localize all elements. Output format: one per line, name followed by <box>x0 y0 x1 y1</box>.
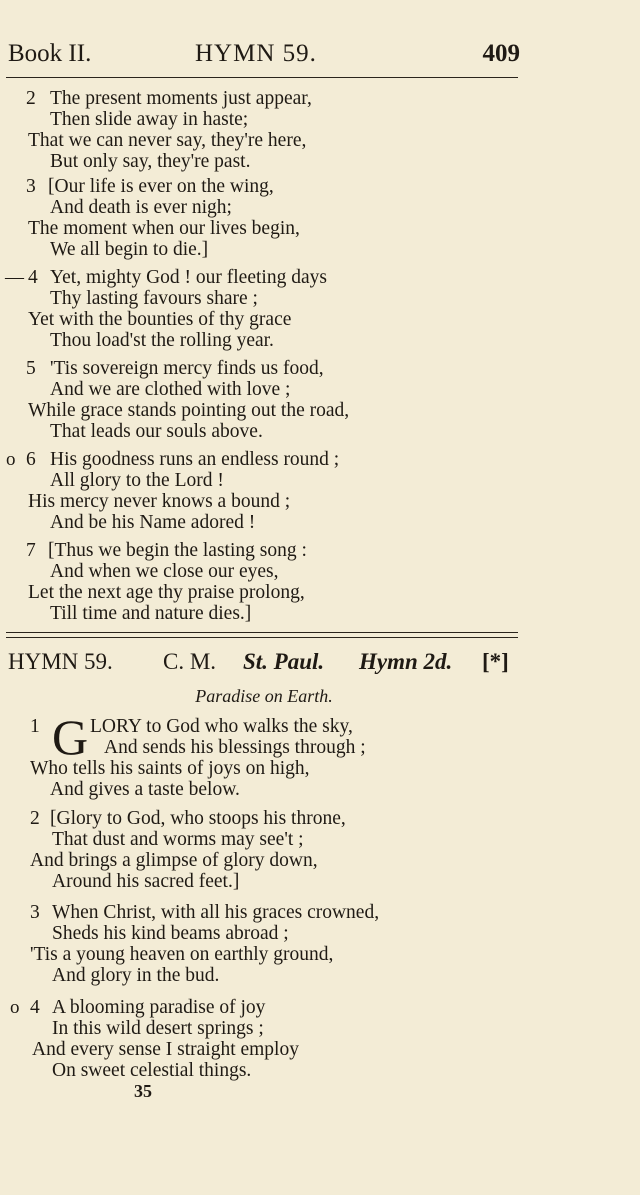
verse-line: Let the next age thy praise prolong, <box>28 582 305 603</box>
verse-line: His goodness runs an endless round ; <box>50 449 340 470</box>
stanza-number: 3 <box>26 176 36 197</box>
stanza-number: 5 <box>26 358 36 379</box>
stanza-number: 4 <box>28 267 38 288</box>
verse-line: All glory to the Lord ! <box>50 470 224 491</box>
stanza-mark-circle: o <box>10 997 20 1018</box>
verse-line: LORY to God who walks the sky, <box>90 716 353 737</box>
stanza-mark-circle: o <box>6 449 16 470</box>
hymn-flag: [*] <box>482 649 509 674</box>
section-rule-bottom <box>6 637 518 638</box>
verse-line: A blooming paradise of joy <box>52 997 266 1018</box>
verse-line: Then slide away in haste; <box>50 109 249 130</box>
verse-line: And glory in the bud. <box>52 965 220 986</box>
verse-line: 'Tis a young heaven on earthly ground, <box>30 944 334 965</box>
verse-line: We all begin to die.] <box>50 239 209 260</box>
hymn-meter: C. M. <box>163 649 217 674</box>
verse-line: That leads our souls above. <box>50 421 263 442</box>
verse-line: That we can never say, they're here, <box>28 130 307 151</box>
verse-line: The moment when our lives begin, <box>28 218 300 239</box>
verse-line: His mercy never knows a bound ; <box>28 491 291 512</box>
stanza-number: 1 <box>30 716 40 737</box>
signature-mark: 35 <box>134 1081 152 1101</box>
book-label: Book II. <box>8 40 92 67</box>
verse-line: [Our life is ever on the wing, <box>48 176 274 197</box>
verse-line: Around his sacred feet.] <box>52 871 240 892</box>
verse-line: That dust and worms may see't ; <box>52 829 304 850</box>
stanza-number: 6 <box>26 449 36 470</box>
hymn-tune: St. Paul. <box>243 649 325 674</box>
verse-line: Thy lasting favours share ; <box>50 288 258 309</box>
verse-line: The present moments just appear, <box>50 88 312 109</box>
hymn-number: HYMN 59. <box>8 649 113 674</box>
verse-line: Yet, mighty God ! our fleeting days <box>50 267 327 288</box>
verse-line: Till time and nature dies.] <box>50 603 252 624</box>
verse-line: And gives a taste below. <box>50 779 240 800</box>
verse-line: [Glory to God, who stoops his throne, <box>50 808 346 829</box>
hymn-book-ref: Hymn 2d. <box>359 649 453 674</box>
verse-line: Thou load'st the rolling year. <box>50 330 274 351</box>
page-number: 409 <box>482 40 520 67</box>
verse-line: And brings a glimpse of glory down, <box>30 850 318 871</box>
stanza-number: 4 <box>30 997 40 1018</box>
verse-line: [Thus we begin the lasting song : <box>48 540 307 561</box>
hymn-heading <box>8 649 520 681</box>
verse-line: On sweet celestial things. <box>52 1060 252 1081</box>
stanza-number: 3 <box>30 902 40 923</box>
verse-line: And sends his blessings through ; <box>104 737 366 758</box>
section-rule-top <box>6 632 518 633</box>
verse-line: And be his Name adored ! <box>50 512 256 533</box>
verse-line: And when we close our eyes, <box>50 561 279 582</box>
stanza-number: 2 <box>26 88 36 109</box>
verse-line: In this wild desert springs ; <box>52 1018 264 1039</box>
verse-line: And death is ever nigh; <box>50 197 232 218</box>
verse-line: 'Tis sovereign mercy finds us food, <box>50 358 324 379</box>
stanza-mark-dash: — <box>5 267 24 288</box>
hymn-subtitle: Paradise on Earth. <box>195 686 333 706</box>
verse-line: But only say, they're past. <box>50 151 251 172</box>
running-header <box>8 40 520 74</box>
verse-line: And every sense I straight employ <box>32 1039 299 1060</box>
verse-line: When Christ, with all his graces crowned, <box>52 902 380 923</box>
verse-line: While grace stands pointing out the road, <box>28 400 350 421</box>
stanza-number: 7 <box>26 540 36 561</box>
verse-line: And we are clothed with love ; <box>50 379 291 400</box>
header-rule <box>6 77 518 78</box>
drop-cap: G <box>52 709 89 765</box>
stanza-number: 2 <box>30 808 40 829</box>
header-hymn-title: HYMN 59. <box>195 40 317 67</box>
verse-line: Sheds his kind beams abroad ; <box>52 923 289 944</box>
verse-line: Yet with the bounties of thy grace <box>28 309 292 330</box>
verse-line: Who tells his saints of joys on high, <box>30 758 310 779</box>
